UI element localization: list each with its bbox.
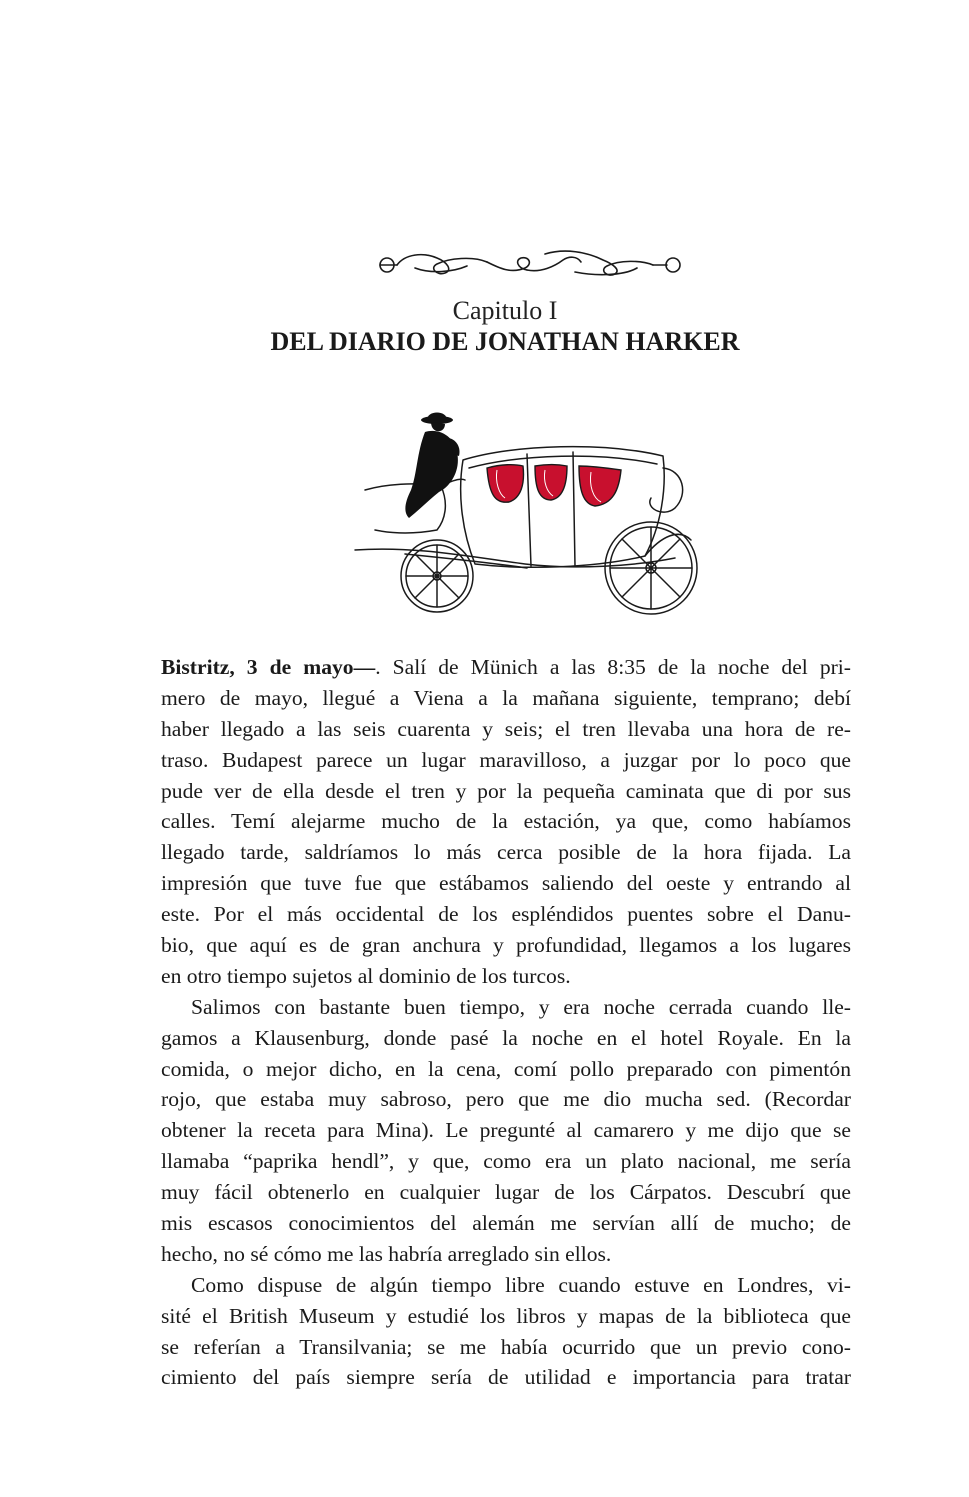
ornament-flourish [375, 246, 685, 280]
text-line: se referían a Transilvania; se me había ocurrido que un previo cono- [161, 1334, 851, 1359]
text-line: Bistritz, 3 de mayo—. Salí de Münich a las 8:35 de la noche del pri- [161, 655, 852, 679]
text-line: sité el British Museum y estudié los libros y mapas de la biblioteca que [161, 1303, 851, 1328]
text-line: comida, o mejor dicho, en la cena, comí pollo preparado con pimentón [161, 1056, 851, 1081]
text-line: hecho, no sé cómo me las habría arreglado sin ellos. [161, 1241, 612, 1266]
text-line: cimiento del país siempre sería de utilidad e importancia para tratar [161, 1365, 851, 1390]
chapter-title: DEL DIARIO DE JONATHAN HARKER [270, 327, 740, 356]
body-text [161, 652, 851, 1393]
text-line: gamos a Klausenburg, donde pasé la noche en el hotel Royale. En la [161, 1025, 851, 1050]
text-line: este. Por el más occidental de los espléndidos puentes sobre el Danu- [161, 902, 851, 927]
chapter-number: Capitulo I [452, 296, 558, 325]
text-line: calles. Temí alejarme mucho de la estación, ya que, como habíamos [161, 809, 851, 834]
carriage-illustration [345, 408, 710, 623]
text-line: muy fácil obtenerlo en cualquier lugar de los Cárpatos. Descubrí que [161, 1180, 851, 1205]
text-line: bio, que aquí es de gran anchura y profundidad, llegamos a los lugares [161, 933, 851, 958]
text-line: Como dispuse de algún tiempo libre cuando estuve en Londres, vi- [191, 1272, 851, 1297]
text-line: Salimos con bastante buen tiempo, y era noche cerrada cuando lle- [191, 994, 851, 1019]
entry-heading: Bistritz, 3 de mayo— [161, 655, 376, 679]
text-line: pude ver de ella desde el tren y por la pequeña caminata que di por sus [161, 778, 851, 803]
text-line: mis escasos conocimientos del alemán me servían allí de mucho; de [161, 1211, 851, 1236]
text-line: traso. Budapest parece un lugar maravilloso, a juzgar por lo poco que [161, 747, 851, 772]
text-line: mero de mayo, llegué a Viena a la mañana siguiente, temprano; debí [161, 685, 851, 710]
text-line: llamaba “paprika hendl”, y que, como era un plato nacional, me sería [161, 1149, 851, 1174]
text-line: llegado tarde, saldríamos lo más cerca posible de la hora fijada. La [161, 840, 851, 865]
text-line: rojo, que estaba muy sabroso, pero que me dio mucha sed. (Recordar [161, 1087, 851, 1112]
text-line: haber llegado a las seis cuarenta y seis; el tren llevaba una hora de re- [161, 716, 851, 741]
text-line: obtener la receta para Mina). Le pregunté al camarero y me dijo que se [161, 1118, 851, 1143]
text-line: en otro tiempo sujetos al dominio de los turcos. [161, 963, 571, 988]
text-line: impresión que tuve fue que estábamos saliendo del oeste y entrando al [161, 871, 851, 896]
